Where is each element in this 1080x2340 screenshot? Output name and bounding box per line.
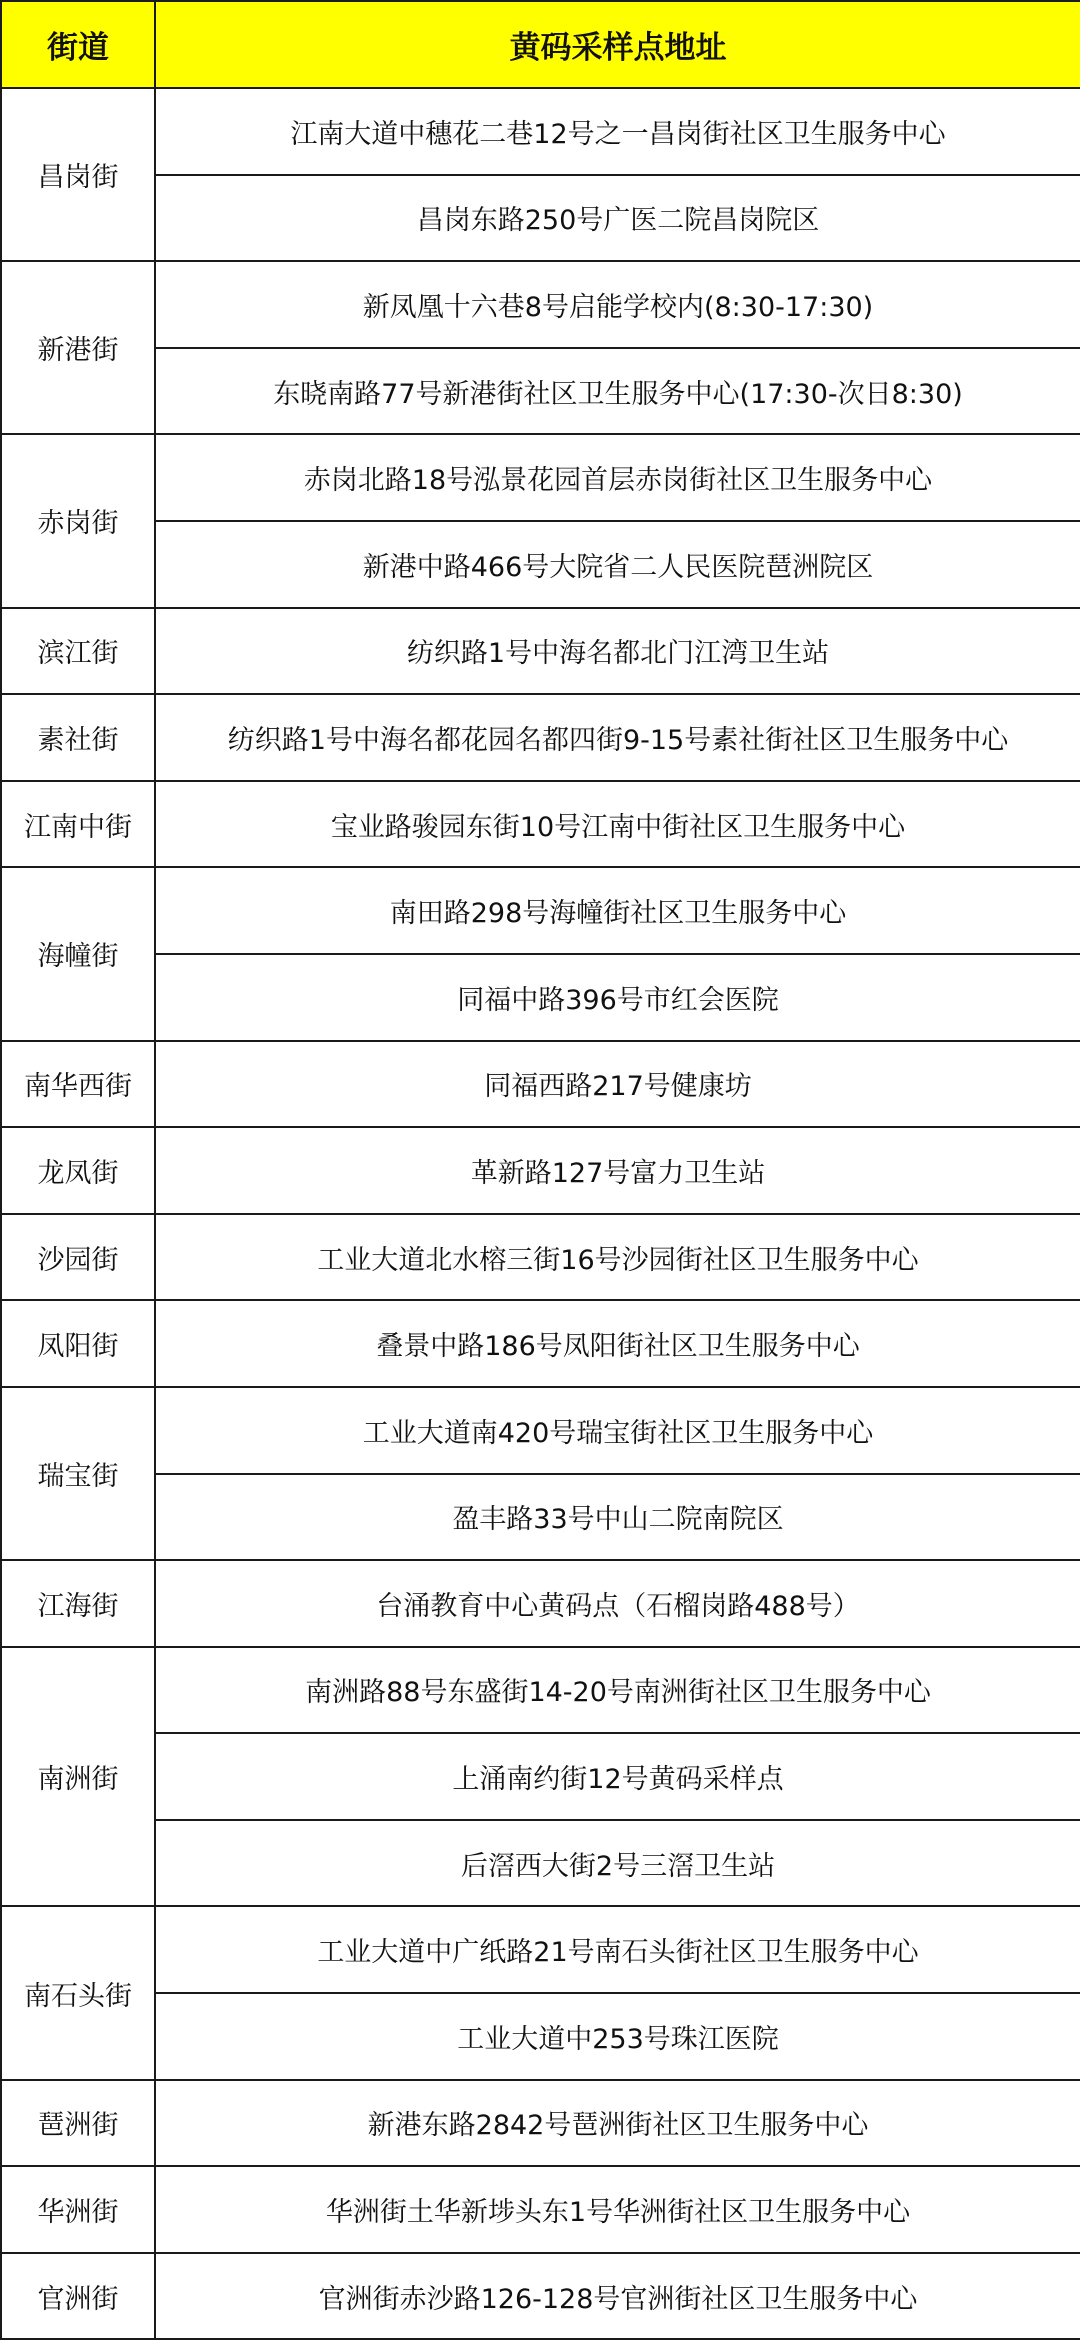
- table-row: [1, 781, 1080, 868]
- street-cell: 滨江街: [1, 608, 155, 695]
- address-cell: 新港中路466号大院省二人民医院琶洲院区: [155, 521, 1080, 608]
- street-cell: 昌岗街: [1, 88, 155, 261]
- address-cell: 后滘西大街2号三滘卫生站: [155, 1820, 1080, 1907]
- table-row: [1, 521, 1080, 608]
- table-row: [1, 261, 1080, 348]
- header-address: 黄码采样点地址: [155, 1, 1080, 88]
- header-row: [1, 1, 1080, 88]
- street-cell: 华洲街: [1, 2166, 155, 2253]
- address-cell: 上涌南约街12号黄码采样点: [155, 1733, 1080, 1820]
- address-cell: 新凤凰十六巷8号启能学校内(8:30-17:30): [155, 261, 1080, 348]
- street-cell: 南石头街: [1, 1906, 155, 2079]
- table-row: [1, 954, 1080, 1041]
- street-cell: 龙凤街: [1, 1127, 155, 1214]
- table-row: [1, 1647, 1080, 1734]
- address-cell: 同福西路217号健康坊: [155, 1041, 1080, 1128]
- table-row: [1, 1214, 1080, 1301]
- table-row: [1, 1906, 1080, 1993]
- address-cell: 南洲路88号东盛街14-20号南洲街社区卫生服务中心: [155, 1647, 1080, 1734]
- address-cell: 同福中路396号市红会医院: [155, 954, 1080, 1041]
- table-row: [1, 348, 1080, 435]
- address-cell: 东晓南路77号新港街社区卫生服务中心(17:30-次日8:30): [155, 348, 1080, 435]
- street-cell: 新港街: [1, 261, 155, 434]
- street-cell: 赤岗街: [1, 434, 155, 607]
- table-row: [1, 608, 1080, 695]
- table-row: [1, 1993, 1080, 2080]
- table-row: [1, 1041, 1080, 1128]
- address-cell: 叠景中路186号凤阳街社区卫生服务中心: [155, 1300, 1080, 1387]
- table-row: [1, 1733, 1080, 1820]
- street-cell: 南华西街: [1, 1041, 155, 1128]
- street-cell: 官洲街: [1, 2253, 155, 2340]
- address-cell: 宝业路骏园东街10号江南中街社区卫生服务中心: [155, 781, 1080, 868]
- table-row: [1, 2080, 1080, 2167]
- header-street: 街道: [1, 1, 155, 88]
- table-row: [1, 1387, 1080, 1474]
- address-cell: 江南大道中穗花二巷12号之一昌岗街社区卫生服务中心: [155, 88, 1080, 175]
- table-row: [1, 694, 1080, 781]
- address-cell: 工业大道北水榕三街16号沙园街社区卫生服务中心: [155, 1214, 1080, 1301]
- table-row: [1, 434, 1080, 521]
- table-body: [1, 88, 1080, 2339]
- address-cell: 工业大道中253号珠江医院: [155, 1993, 1080, 2080]
- table-row: [1, 2253, 1080, 2340]
- street-cell: 江海街: [1, 1560, 155, 1647]
- street-cell: 沙园街: [1, 1214, 155, 1301]
- table-row: [1, 867, 1080, 954]
- street-cell: 琶洲街: [1, 2080, 155, 2167]
- address-cell: 台涌教育中心黄码点（石榴岗路488号）: [155, 1560, 1080, 1647]
- address-cell: 工业大道南420号瑞宝街社区卫生服务中心: [155, 1387, 1080, 1474]
- table-row: [1, 1474, 1080, 1561]
- street-cell: 江南中街: [1, 781, 155, 868]
- table-row: [1, 1127, 1080, 1214]
- street-cell: 瑞宝街: [1, 1387, 155, 1560]
- table-row: [1, 88, 1080, 175]
- address-cell: 盈丰路33号中山二院南院区: [155, 1474, 1080, 1561]
- address-cell: 革新路127号富力卫生站: [155, 1127, 1080, 1214]
- table-row: [1, 1820, 1080, 1907]
- address-cell: 南田路298号海幢街社区卫生服务中心: [155, 867, 1080, 954]
- table-row: [1, 1300, 1080, 1387]
- table-row: [1, 175, 1080, 262]
- table-row: [1, 2166, 1080, 2253]
- address-cell: 工业大道中广纸路21号南石头街社区卫生服务中心: [155, 1906, 1080, 1993]
- address-cell: 官洲街赤沙路126-128号官洲街社区卫生服务中心: [155, 2253, 1080, 2340]
- street-cell: 海幢街: [1, 867, 155, 1040]
- street-cell: 南洲街: [1, 1647, 155, 1907]
- street-cell: 凤阳街: [1, 1300, 155, 1387]
- address-cell: 纺织路1号中海名都花园名都四街9-15号素社街社区卫生服务中心: [155, 694, 1080, 781]
- address-cell: 赤岗北路18号泓景花园首层赤岗街社区卫生服务中心: [155, 434, 1080, 521]
- address-cell: 纺织路1号中海名都北门江湾卫生站: [155, 608, 1080, 695]
- street-cell: 素社街: [1, 694, 155, 781]
- table-row: [1, 1560, 1080, 1647]
- table-header: [1, 1, 1080, 88]
- address-cell: 华洲街土华新埗头东1号华洲街社区卫生服务中心: [155, 2166, 1080, 2253]
- address-cell: 新港东路2842号琶洲街社区卫生服务中心: [155, 2080, 1080, 2167]
- address-cell: 昌岗东路250号广医二院昌岗院区: [155, 175, 1080, 262]
